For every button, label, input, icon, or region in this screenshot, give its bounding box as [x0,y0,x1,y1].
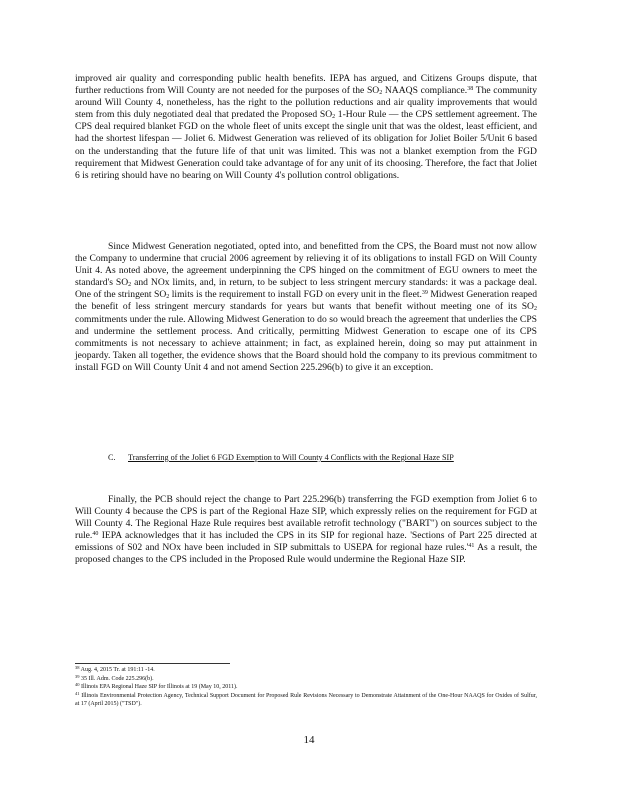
page-number: 14 [303,734,315,746]
subscript: 2 [166,294,170,301]
footnote-text: 35 Ill. Adm. Code 225.296(b). [79,675,154,682]
footnote-ref-38[interactable]: 38 [467,86,474,93]
section-title: Transferring of the Joliet 6 FGD Exemption to Will County 4 Conflicts with the Regional Haze SIP [128,453,454,462]
footnote-ref-41[interactable]: 41 [468,543,475,550]
footnote-number: 38 [75,665,80,670]
paragraph-2-text-d: Midwest Generation reaped the benefit of less stringent mercury standards for years but wants that benefit without meeting one of its SO [75,289,537,313]
footnote-38 [75,666,537,675]
paragraph-1 [75,73,537,182]
paragraph-2-text-a: Since Midwest Generation negotiated, opted into, and benefitted from the CPS, the Board must not now allow the Company to undermine that crucial 2006 agreement by relieving it of its obligations to install FGD on Will County Unit 4. As noted above, the agreement underpinning the CPS hinged on the commitment of EGU owners to meet the standard's SO [75,241,537,289]
paragraph-1-text-d: 1-Hour Rule — the CPS settlement agreement. The CPS deal required blanket FGD on the whole fleet of units except the single unit that was the oldest, least efficient, and had the shortest lifespan — Joliet 6. Midwest Generation was relieved of its obligation for Joliet Boiler 5/Unit 6 based on the understanding that the future life of that unit was limited. This was not a blanket exemption from the FGD requirement that Midwest Generation could take advantage of for any unit of its choosing. Therefore, the fact that Joliet 6 is retiring should have no bearing on Will County 4's pollution control obligations. [75,109,537,181]
paragraph-2-text-c: limits is the requirement to install FGD on every unit in the fleet. [169,289,422,301]
paragraph-2-text-b: and NOx limits, and, in return, to be subject to less stringent mercury standards: it was a package deal. One of the stringent SO [75,277,537,301]
paragraph-3-text-b: IEPA acknowledges that it has included the CPS in its SIP for regional haze. 'Sections of Part 225 directed at emissions of S02 and NOx have been included in SIP submittals to USEPA for regional haze rules.' [75,530,537,554]
footnote-text: Illinois EPA Regional Haze SIP for Illinois at 19 (May 10, 2011). [79,684,238,691]
footnotes [75,666,537,709]
footnote-text: Aug. 4, 2015 Tr. at 191:11 -14. [79,667,155,673]
footnote-number: 39 [75,673,80,679]
footnote-text: Illinois Environmental Protection Agency, Technical Support Document for Proposed Rule Revisions Necessary to Demonstrate Attainment of the One-Hour NAAQS for Oxides of Sulfur, at 17 (April 2015) ("TSD"). [75,692,537,708]
footnote-ref-39[interactable]: 39 [421,290,428,297]
footnote-separator [75,663,230,664]
footnote-39 [75,675,537,684]
paragraph-1-text-a: improved air quality and corresponding public health benefits. IEPA has argued, and Citizens Groups dispute, that further reductions from Will County are not needed for the purposes of the SO [75,73,537,97]
subscript: 2 [379,90,383,97]
paragraph-2-text-e: commitments under the rule. Allowing Midwest Generation to do so would breach the agreement that underlies the CPS and undermine the settlement process. And critically, permitting Midwest Generation to escape one of its CPS commitments is not necessary to achieve attainment; in fact, as explained herein, doing so may put attainment in jeopardy. Taken all together, the evidence shows that the Board should hold the company to its previous commitment to install FGD on Will County Unit 4 and not amend Section 225.296(b) to give it an exception. [75,313,537,373]
paragraph-3-text-c: As a result, the proposed changes to the CPS included in the Proposed Rule would undermine the Regional Haze SIP. [75,542,537,566]
subscript: 2 [128,282,132,289]
paragraph-3-text-a: Finally, the PCB should reject the change to Part 225.296(b) transferring the FGD exemption from Joliet 6 to Will County 4 because the CPS is part of the Regional Haze SIP, which expressly relies on the requirement for FGD at Will County 4. The Regional Haze Rule requires best available retrofit technology ("BART") on sources subject to the rule. [75,494,537,542]
footnote-number: 41 [75,690,80,696]
paragraph-2 [75,241,537,374]
footnote-number: 40 [75,682,80,688]
subscript: 2 [534,306,537,313]
footnote-40 [75,683,537,692]
paragraph-1-text-c: The community around Will County 4, nonetheless, has the right to the pollution reductions and air quality improvements that would stem from this duly negotiated deal that predated the Proposed SO [75,85,537,121]
subscript: 2 [332,114,336,121]
footnote-41 [75,692,537,709]
paragraph-1-text-b: NAAQS compliance. [382,85,468,97]
section-letter: C. [108,453,116,462]
paragraph-3 [75,494,537,567]
footnote-ref-40[interactable]: 40 [92,531,99,538]
